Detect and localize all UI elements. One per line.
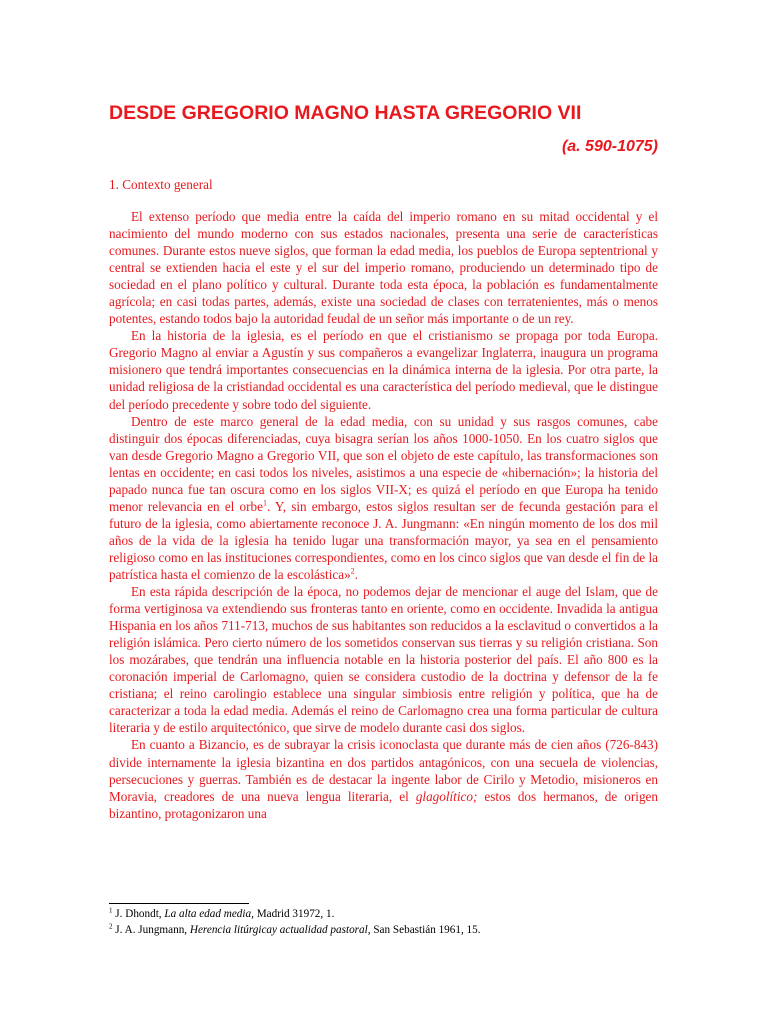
footnote-2 bbox=[109, 923, 658, 939]
footnote-author: J. Dhondt, bbox=[115, 908, 162, 920]
paragraph-3-end: . bbox=[354, 566, 358, 582]
footnote-rest: San Sebastián 1961, 15. bbox=[373, 923, 481, 936]
paragraph-5-part-2: estos dos hermanos, de origen bizantino, protagonizaron una bbox=[109, 788, 658, 821]
footnotes bbox=[109, 907, 658, 938]
paragraph-1: El extenso período que media entre la caída del imperio romano en su mitad occidental y el nacimiento del mundo moderno con sus estados nacionales, presenta una serie de características comunes. Durante estos nueve siglos, que forman la edad media, los pueblos de Europa septentrional y central se extienden hacia el este y el sur del imperio romano, produciendo un determinado tipo de sociedad en el plano político y cultural. Durante toda esta época, la población es fundamentalmente agrícola; en casi todas partes, además, existe una sociedad de clases con terratenientes, más o menos potentes, estando todos bajo la autoridad feudal de un señor más importante o de un rey. bbox=[109, 209, 658, 327]
footnote-work: Herencia litúrgicay actualidad pastoral, bbox=[189, 923, 371, 936]
paragraph-3-part-1: Dentro de este marco general de la edad media, con su unidad y sus rasgos comunes, cabe distinguir dos épocas diferenciadas, cuya bisagra serían los años 1000-1050. En los cuatro siglos que van desde Gregorio Magno a Gregorio VII, que son el objeto de este capítulo, las transformaciones son lentas en occidente; en casi todos los niveles, asistimos a una especie de «hibernación»; la historia del papado nunca fue tan oscura como en los siglos VII-X; es quizá el período en que Europa ha tenido menor relevancia en el orbe bbox=[109, 413, 658, 514]
footnote-number: 2 bbox=[109, 921, 113, 930]
paragraph-4: En esta rápida descripción de la época, no podemos dejar de mencionar el auge del Islam, que de forma vertiginosa va extendiendo sus fronteras tanto en oriente, como en occidente. Invadida la antigua Hispania en los años 711-713, muchos de sus habitantes son reducidos a la esclavitud o convertidos a la religión islámica. Pero cierto número de los sometidos conservan sus tierras y su religión cristiana. Son los mozárabes, que tendrán una influencia notable en la historia posterior del país. El año 800 es la coronación imperial de Carlomagno, quien se considera custodio de la doctrina y defensor de la fe cristiana; el reino carolingio establece una singular simbiosis entre religión y política, que ha de caracterizar a toda la edad media. Además el reino de Carlomagno crea una forma particular de cultura literaria y de estilo arquitectónico, que sirve de modelo durante casi dos siglos. bbox=[109, 584, 658, 736]
paragraph-2: En la historia de la iglesia, es el período en que el cristianismo se propaga por toda Europa. Gregorio Magno al enviar a Agustín y sus compañeros a evangelizar Inglaterra, inaugura un programa misionero que tendrá importantes consecuencias en la dinámica interna de la iglesia. Por otra parte, la unidad religiosa de la cristiandad occidental es una característica del período medieval, que le distingue del período precedente y sobre todo del siguiente. bbox=[109, 328, 658, 412]
date-range: (a. 590-1075) bbox=[561, 138, 658, 155]
paragraph-3 bbox=[109, 413, 658, 583]
paragraph-5 bbox=[109, 736, 658, 821]
section-heading: 1. Contexto general bbox=[109, 177, 213, 192]
footnote-ref-2[interactable]: 2 bbox=[350, 566, 355, 576]
footnote-work: La alta edad media, bbox=[164, 908, 254, 920]
italic-term: glagolítico; bbox=[415, 788, 478, 804]
body-text bbox=[109, 208, 658, 822]
paragraph-5-part-1: En cuanto a Bizancio, es de subrayar la crisis iconoclasta que durante más de cien años (726-843) divide internamente la iglesia bizantina en dos partidos antagónicos, con una secuela de violencias, persecuciones y guerras. También es de destacar la ingente labor de Cirilo y Metodio, misioneros en Moravia, creadores de una nueva lengua literaria, el bbox=[109, 737, 658, 804]
paragraph-3-part-2: . Y, sin embargo, estos siglos resultan ser de fecunda gestación para el futuro de la iglesia, como abiertamente reconoce J. A. Jungmann: «En ningún momento de los dos mil años de la vida de la iglesia ha tenido lugar una transformación mayor, ya sea en el pensamiento religioso como en las instituciones correspondientes, como en los cinco siglos que van desde el fin de la patrística hasta el comienzo de la escolástica» bbox=[109, 498, 658, 582]
footnote-separator bbox=[109, 903, 249, 904]
footnote-number: 1 bbox=[109, 906, 113, 915]
page-title: DESDE GREGORIO MAGNO HASTA GREGORIO VII bbox=[109, 102, 582, 124]
footnote-1 bbox=[109, 907, 658, 923]
footnote-ref-1[interactable]: 1 bbox=[262, 498, 267, 508]
footnote-rest: Madrid 31972, 1. bbox=[256, 908, 335, 920]
footnote-author: J. A. Jungmann, bbox=[115, 923, 188, 936]
